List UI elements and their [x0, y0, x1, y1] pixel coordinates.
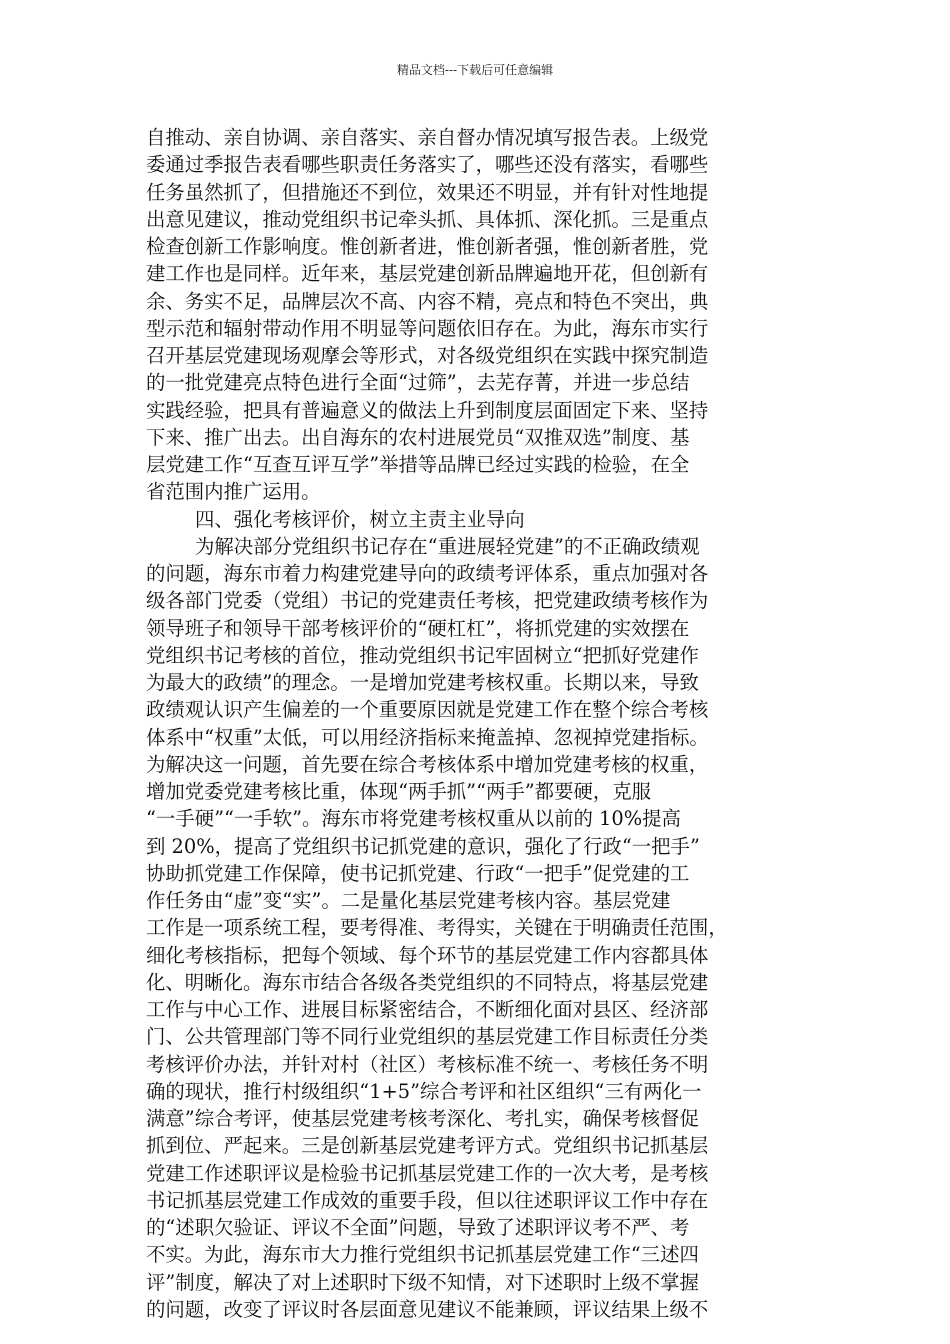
text-line: 门、公共管理部门等不同行业党组织的基层党建工作目标责任分类: [146, 1025, 709, 1049]
text-line: 协助抓党建工作保障，使书记抓党建、行政“一把手”促党建的工: [146, 861, 690, 885]
text-line: 为最大的政绩”的理念。一是增加党建考核权重。长期以来，导致: [146, 671, 699, 694]
text-line: 领导班子和领导干部考核评价的“硬杠杠”，将抓党建的实效摆在: [146, 616, 690, 640]
text-line: 的“述职欠验证、评议不全面”问题，导致了述职评议考不严、考: [146, 1216, 690, 1239]
text-line: 增加党委党建考核比重，体现“两手抓”“两手”都要硬，克服: [146, 780, 652, 803]
text-line: 书记抓基层党建工作成效的重要手段，但以往述职评议工作中存在: [146, 1188, 709, 1212]
text-line: 建工作也是同样。近年来，基层党建创新品牌遍地开花，但创新有: [146, 262, 709, 286]
text-line: 的问题，改变了评议时各层面意见建议不能兼顾，评议结果上级不: [146, 1297, 709, 1321]
text-line: 的问题，海东市着力构建党建导向的政绩考评体系，重点加强对各: [146, 562, 709, 585]
text-line: 细化考核指标，把每个领域、每个环节的基层党建工作内容都具体: [146, 943, 709, 967]
text-line: 层党建工作“互查互评互学”举措等品牌已经过实践的检验，在全: [146, 453, 690, 476]
text-line: 工作是一项系统工程，要考得准、考得实，关键在于明确责任范围，: [146, 916, 728, 940]
text-line: 型示范和辐射带动作用不明显等问题依旧存在。为此，海东市实行: [146, 316, 709, 340]
text-line: 不实。为此，海东市大力推行党组织书记抓基层党建工作“三述四: [146, 1243, 699, 1267]
text-line: 政绩观认识产生偏差的一个重要原因就是党建工作在整个综合考核: [146, 698, 709, 722]
text-line: 实践经验，把具有普遍意义的做法上升到制度层面固定下来、坚持: [146, 398, 709, 422]
text-line: 作任务由“虚”变“实”。二是量化基层党建考核内容。基层党建: [146, 889, 671, 912]
paragraph-first-line: 为解决部分党组织书记存在“重进展轻党建”的不正确政绩观: [195, 534, 700, 558]
text-line: 确的现状，推行村级组织“1+5”综合考评和社区组织“三有两化一: [146, 1079, 702, 1103]
text-line: 任务虽然抓了，但措施还不到位，效果还不明显，并有针对性地提: [146, 180, 709, 204]
text-line: 委通过季报告表看哪些职责任务落实了，哪些还没有落实，看哪些: [146, 153, 709, 177]
text-line: 余、务实不足，品牌层次不高、内容不精，亮点和特色不突出，典: [146, 289, 709, 313]
text-line: 为解决这一问题，首先要在综合考核体系中增加党建考核的权重，: [146, 752, 709, 776]
document-body: [146, 124, 826, 1323]
text-line: 工作与中心工作、进展目标紧密结合，不断细化面对县区、经济部: [146, 998, 709, 1021]
text-line: 到 20%，提高了党组织书记抓党建的意识，强化了行政“一把手”: [146, 834, 700, 858]
page-header: 精品文档---下载后可任意编辑: [396, 63, 554, 77]
section-heading: 四、强化考核评价，树立主责主业导向: [195, 507, 525, 531]
text-line: 考核评价办法，并针对村（社区）考核标准不统一、考核任务不明: [146, 1052, 709, 1076]
text-line: 抓到位、严起来。三是创新基层党建考评方式。党组织书记抓基层: [146, 1134, 709, 1158]
text-line: 评”制度，解决了对上述职时下级不知情，对下述职时上级不掌握: [146, 1270, 699, 1294]
text-line: 检查创新工作影响度。惟创新者进，惟创新者强，惟创新者胜，党: [146, 235, 709, 258]
text-line: 的一批党建亮点特色进行全面“过筛”，去芜存菁，并进一步总结: [146, 371, 690, 395]
text-line: 省范围内推广运用。: [146, 480, 321, 504]
text-line: 召开基层党建现场观摩会等形式，对各级党组织在实践中探究制造: [146, 344, 709, 367]
text-line: 下来、推广出去。出自海东的农村进展党员“双推双选”制度、基: [146, 425, 690, 449]
text-line: 党组织书记考核的首位，推动党组织书记牢固树立“把抓好党建作: [146, 643, 699, 667]
text-line: 自推动、亲自协调、亲自落实、亲自督办情况填写报告表。上级党: [146, 126, 709, 149]
text-line: 党建工作述职评议是检验书记抓基层党建工作的一次大考，是考核: [146, 1161, 709, 1185]
text-line: 体系中“权重”太低，可以用经济指标来掩盖掉、忽视掉党建指标。: [146, 725, 709, 749]
text-line: “一手硬”“一手软”。海东市将党建考核权重从以前的 10%提高: [146, 807, 681, 831]
text-line: 满意”综合考评，使基层党建考核考深化、考扎实，确保考核督促: [146, 1107, 699, 1130]
text-line: 级各部门党委（党组）书记的党建责任考核，把党建政绩考核作为: [146, 589, 709, 613]
text-line: 化、明晰化。海东市结合各级各类党组织的不同特点，将基层党建: [146, 970, 709, 994]
text-line: 出意见建议，推动党组织书记牵头抓、具体抓、深化抓。三是重点: [146, 207, 709, 231]
